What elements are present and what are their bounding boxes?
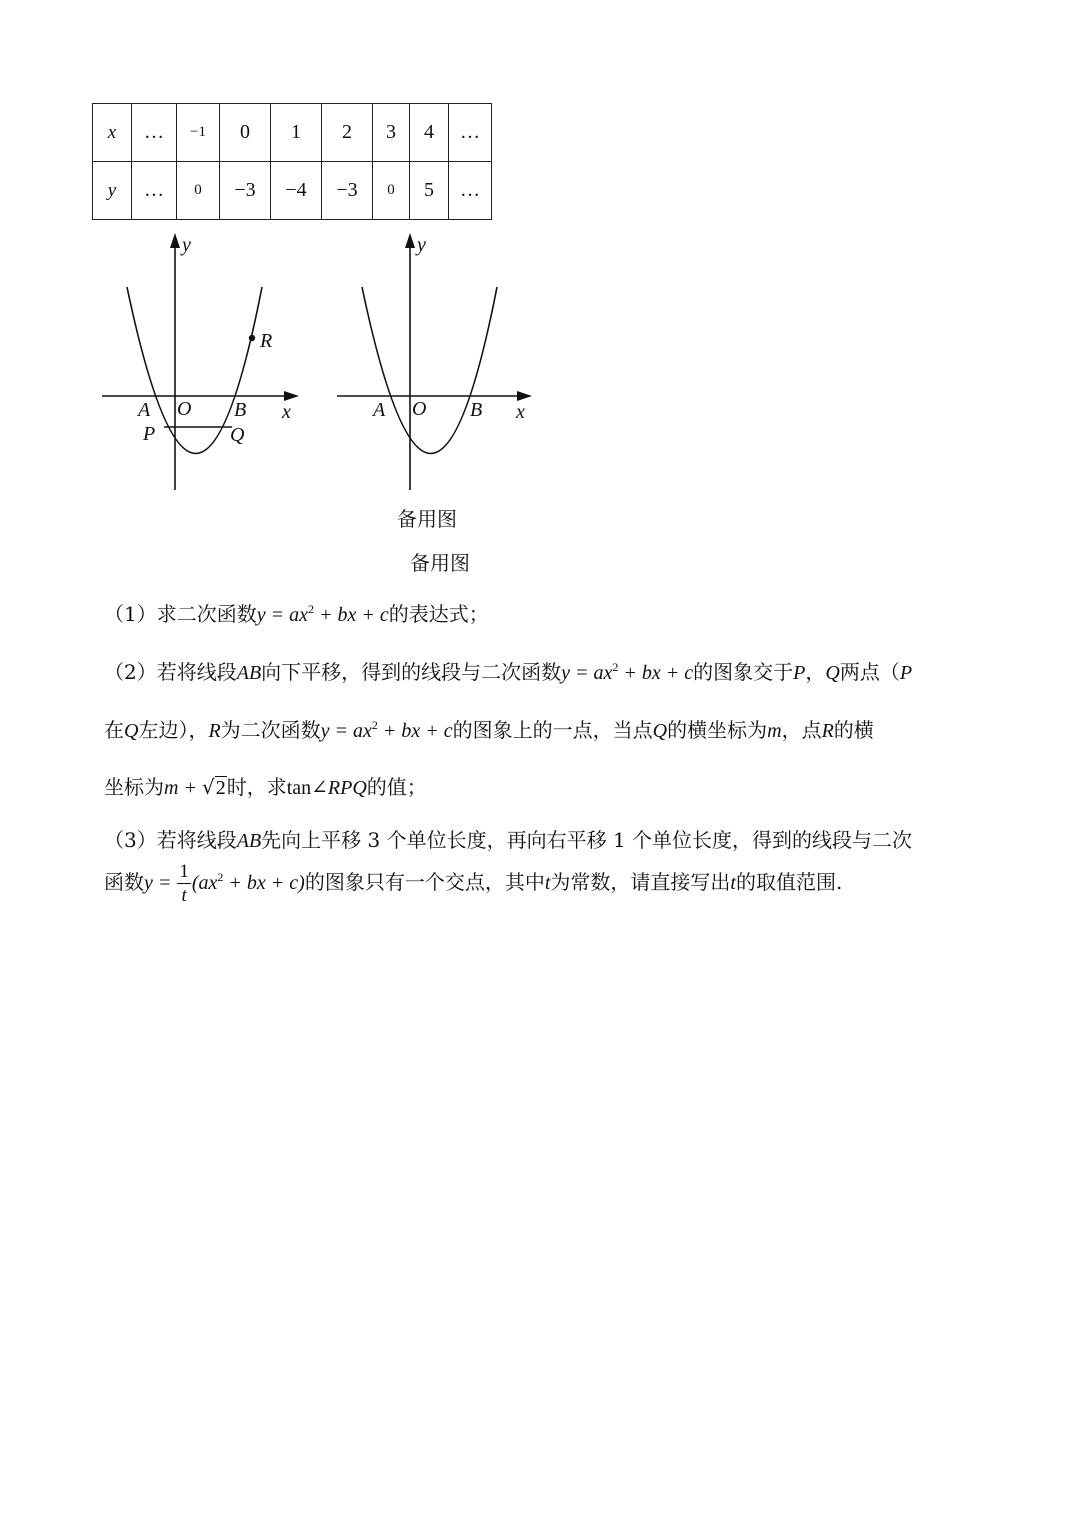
label-a: A [138, 399, 151, 421]
point-r [249, 335, 255, 341]
question-2-line-3: 坐标为m + √2时，求tan∠RPQ的值； [104, 775, 427, 799]
fraction-one-over-t: $\frac{1}{t}$ [179, 861, 189, 906]
label-r: R [260, 330, 273, 352]
table-cell: −4 [271, 162, 322, 220]
question-1: （1）求二次函数$y = ax^2$ + bx + c的表达式； [104, 602, 489, 626]
label-q: Q [230, 424, 245, 446]
x-axis-label-2: x [516, 401, 525, 423]
label-o-2: O [412, 398, 427, 420]
x-axis-label: x [282, 401, 291, 423]
label-b-2: B [470, 399, 483, 421]
table-cell: −3 [322, 162, 373, 220]
question-2-line-1: （2）若将线段AB向下平移，得到的线段与二次函数$y = ax^2$ + bx + c的图象交于P，Q两点（P [104, 660, 913, 684]
label-o: O [177, 398, 192, 420]
table-cell: 3 [373, 104, 410, 162]
sqrt-symbol: √2 [201, 775, 226, 799]
caption-backup-figure: 备用图 [397, 507, 457, 531]
label-b: B [234, 399, 247, 421]
y-axis-label: y [182, 234, 191, 256]
table-cell: … [449, 162, 492, 220]
table-cell: −1 [177, 104, 220, 162]
table-cell: 0 [177, 162, 220, 220]
question-3-line-2: 函数y = $\frac{1}{t}$ ($ax^2$ + bx + c)的图象只有一个交点，其中t为常数，请直接写出t的取值范围. [104, 861, 843, 906]
question-3-line-1: （3）若将线段AB先向上平移 3 个单位长度，再向右平移 1 个单位长度，得到的线段与二次 [104, 828, 913, 852]
table-header-y: y [93, 162, 132, 220]
table-cell: 1 [271, 104, 322, 162]
table-cell: … [132, 104, 177, 162]
table-cell: −3 [220, 162, 271, 220]
table-cell: 2 [322, 104, 373, 162]
y-axis-arrow-icon-2 [405, 233, 415, 248]
caption-backup-figure-2: 备用图 [410, 551, 470, 575]
table-cell: 0 [220, 104, 271, 162]
table-cell: … [132, 162, 177, 220]
label-a-2: A [373, 399, 386, 421]
table-cell: 5 [410, 162, 449, 220]
question-2-line-2: 在Q左边），R为二次函数$y = ax^2$ + bx + c的图象上的一点，当点Q的横坐标为m，点R的横 [104, 718, 874, 742]
table-cell: … [449, 104, 492, 162]
x-axis-arrow-icon-2 [517, 391, 532, 401]
parabola-curve-2 [362, 287, 497, 454]
table-header-x: x [93, 104, 132, 162]
table-cell: 4 [410, 104, 449, 162]
y-axis-label-2: y [417, 234, 426, 256]
label-p: P [143, 423, 156, 445]
x-axis-arrow-icon [284, 391, 299, 401]
y-axis-arrow-icon [170, 233, 180, 248]
table-cell: 0 [373, 162, 410, 220]
